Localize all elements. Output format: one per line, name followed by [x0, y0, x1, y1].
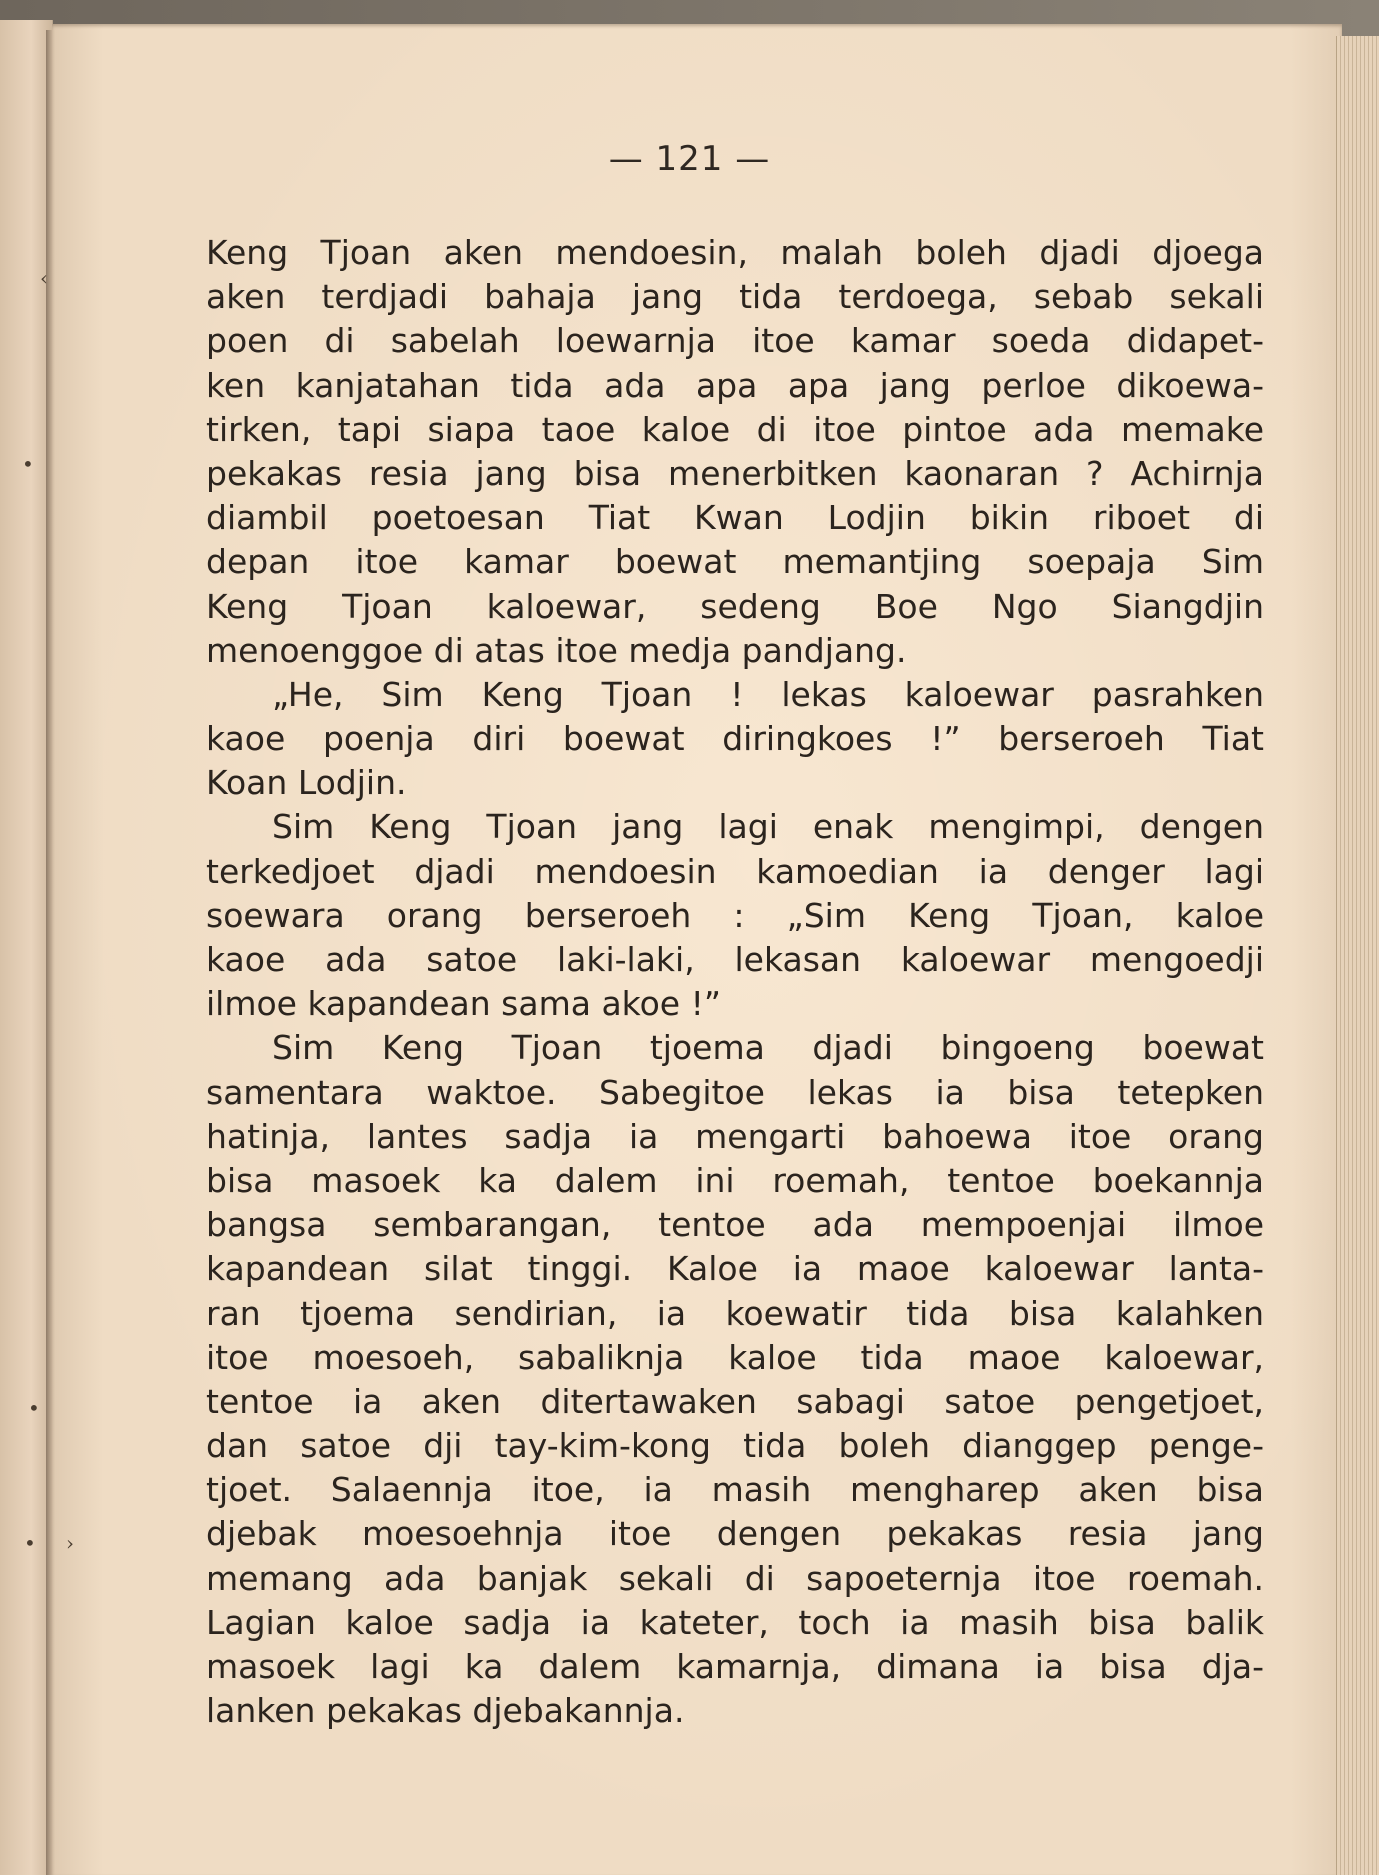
text-line: hatinja, lantes sadja ia mengarti bahoewa itoe orang: [206, 1116, 1264, 1156]
text-line: tirken, tapi siapa taoe kaloe di itoe pintoe ada memake: [206, 409, 1264, 449]
text-line: „He, Sim Keng Tjoan ! lekas kaloewar pasrahken: [272, 674, 1264, 714]
text-line: ken kanjatahan tida ada apa apa jang perloe dikoewa-: [206, 365, 1264, 405]
margin-mark: •: [28, 1396, 40, 1420]
text-line: tentoe ia aken ditertawaken sabagi satoe pengetjoet,: [206, 1381, 1264, 1421]
margin-mark: ›: [66, 1531, 74, 1555]
text-line: bangsa sembarangan, tentoe ada mempoenjai ilmoe: [206, 1205, 1264, 1245]
margin-mark: •: [22, 452, 34, 476]
text-line: memang ada banjak sekali di sapoeternja itoe roemah.: [206, 1558, 1264, 1598]
text-line: aken terdjadi bahaja jang tida terdoega, sebab sekali: [206, 277, 1264, 317]
text-line: depan itoe kamar boewat memantjing soepaja Sim: [206, 542, 1264, 582]
text-line: menoenggoe di atas itoe medja pandjang.: [206, 630, 907, 670]
text-line: masoek lagi ka dalem kamarnja, dimana ia bisa dja-: [206, 1647, 1264, 1686]
text-line: ran tjoema sendirian, ia koewatir tida bisa kalahken: [206, 1293, 1264, 1333]
text-line: lanken pekakas djebakannja.: [206, 1691, 685, 1731]
body-text: [206, 231, 1264, 1733]
text-line: tjoet. Salaennja itoe, ia masih mengharep aken bisa: [206, 1470, 1264, 1510]
text-line: Sim Keng Tjoan jang lagi enak mengimpi, dengen: [272, 807, 1264, 847]
text-line: Keng Tjoan aken mendoesin, malah boleh djadi djoega: [206, 233, 1264, 272]
text-line: Lagian kaloe sadja ia kateter, toch ia masih bisa balik: [206, 1602, 1264, 1642]
margin-mark: •: [24, 1531, 36, 1555]
text-line: djebak moesoehnja itoe dengen pekakas resia jang: [206, 1514, 1264, 1554]
text-line: Sim Keng Tjoan tjoema djadi bingoeng boewat: [272, 1028, 1264, 1068]
right-page-edges: [1336, 36, 1379, 1875]
text-line: ilmoe kapandean sama akoe !”: [206, 984, 721, 1024]
text-line: kaoe ada satoe laki-laki, lekasan kaloewar mengoedji: [206, 940, 1264, 979]
text-line: samentara waktoe. Sabegitoe lekas ia bisa tetepken: [206, 1072, 1264, 1112]
text-line: kapandean silat tinggi. Kaloe ia maoe kaloewar lanta-: [206, 1249, 1264, 1289]
text-line: terkedjoet djadi mendoesin kamoedian ia denger lagi: [206, 851, 1264, 891]
text-line: poen di sabelah loewarnja itoe kamar soeda didapet-: [206, 321, 1264, 361]
text-line: diambil poetoesan Tiat Kwan Lodjin bikin riboet di: [206, 498, 1264, 538]
text-line: soewara orang berseroeh : „Sim Keng Tjoan, kaloe: [206, 895, 1264, 935]
text-line: Keng Tjoan kaloewar, sedeng Boe Ngo Siangdjin: [206, 586, 1264, 626]
text-line: bisa masoek ka dalem ini roemah, tentoe boekannja: [206, 1160, 1264, 1200]
text-line: kaoe poenja diri boewat diringkoes !” berseroeh Tiat: [206, 719, 1264, 759]
text-line: Koan Lodjin.: [206, 763, 407, 803]
text-line: dan satoe dji tay-kim-kong tida boleh dianggep penge-: [206, 1426, 1264, 1466]
text-line: pekakas resia jang bisa menerbitken kaonaran ? Achirnja: [206, 453, 1264, 493]
text-line: itoe moesoeh, sabaliknja kaloe tida maoe kaloewar,: [206, 1337, 1264, 1377]
margin-mark: ‹: [40, 266, 48, 290]
page-number: — 121 —: [608, 139, 771, 179]
